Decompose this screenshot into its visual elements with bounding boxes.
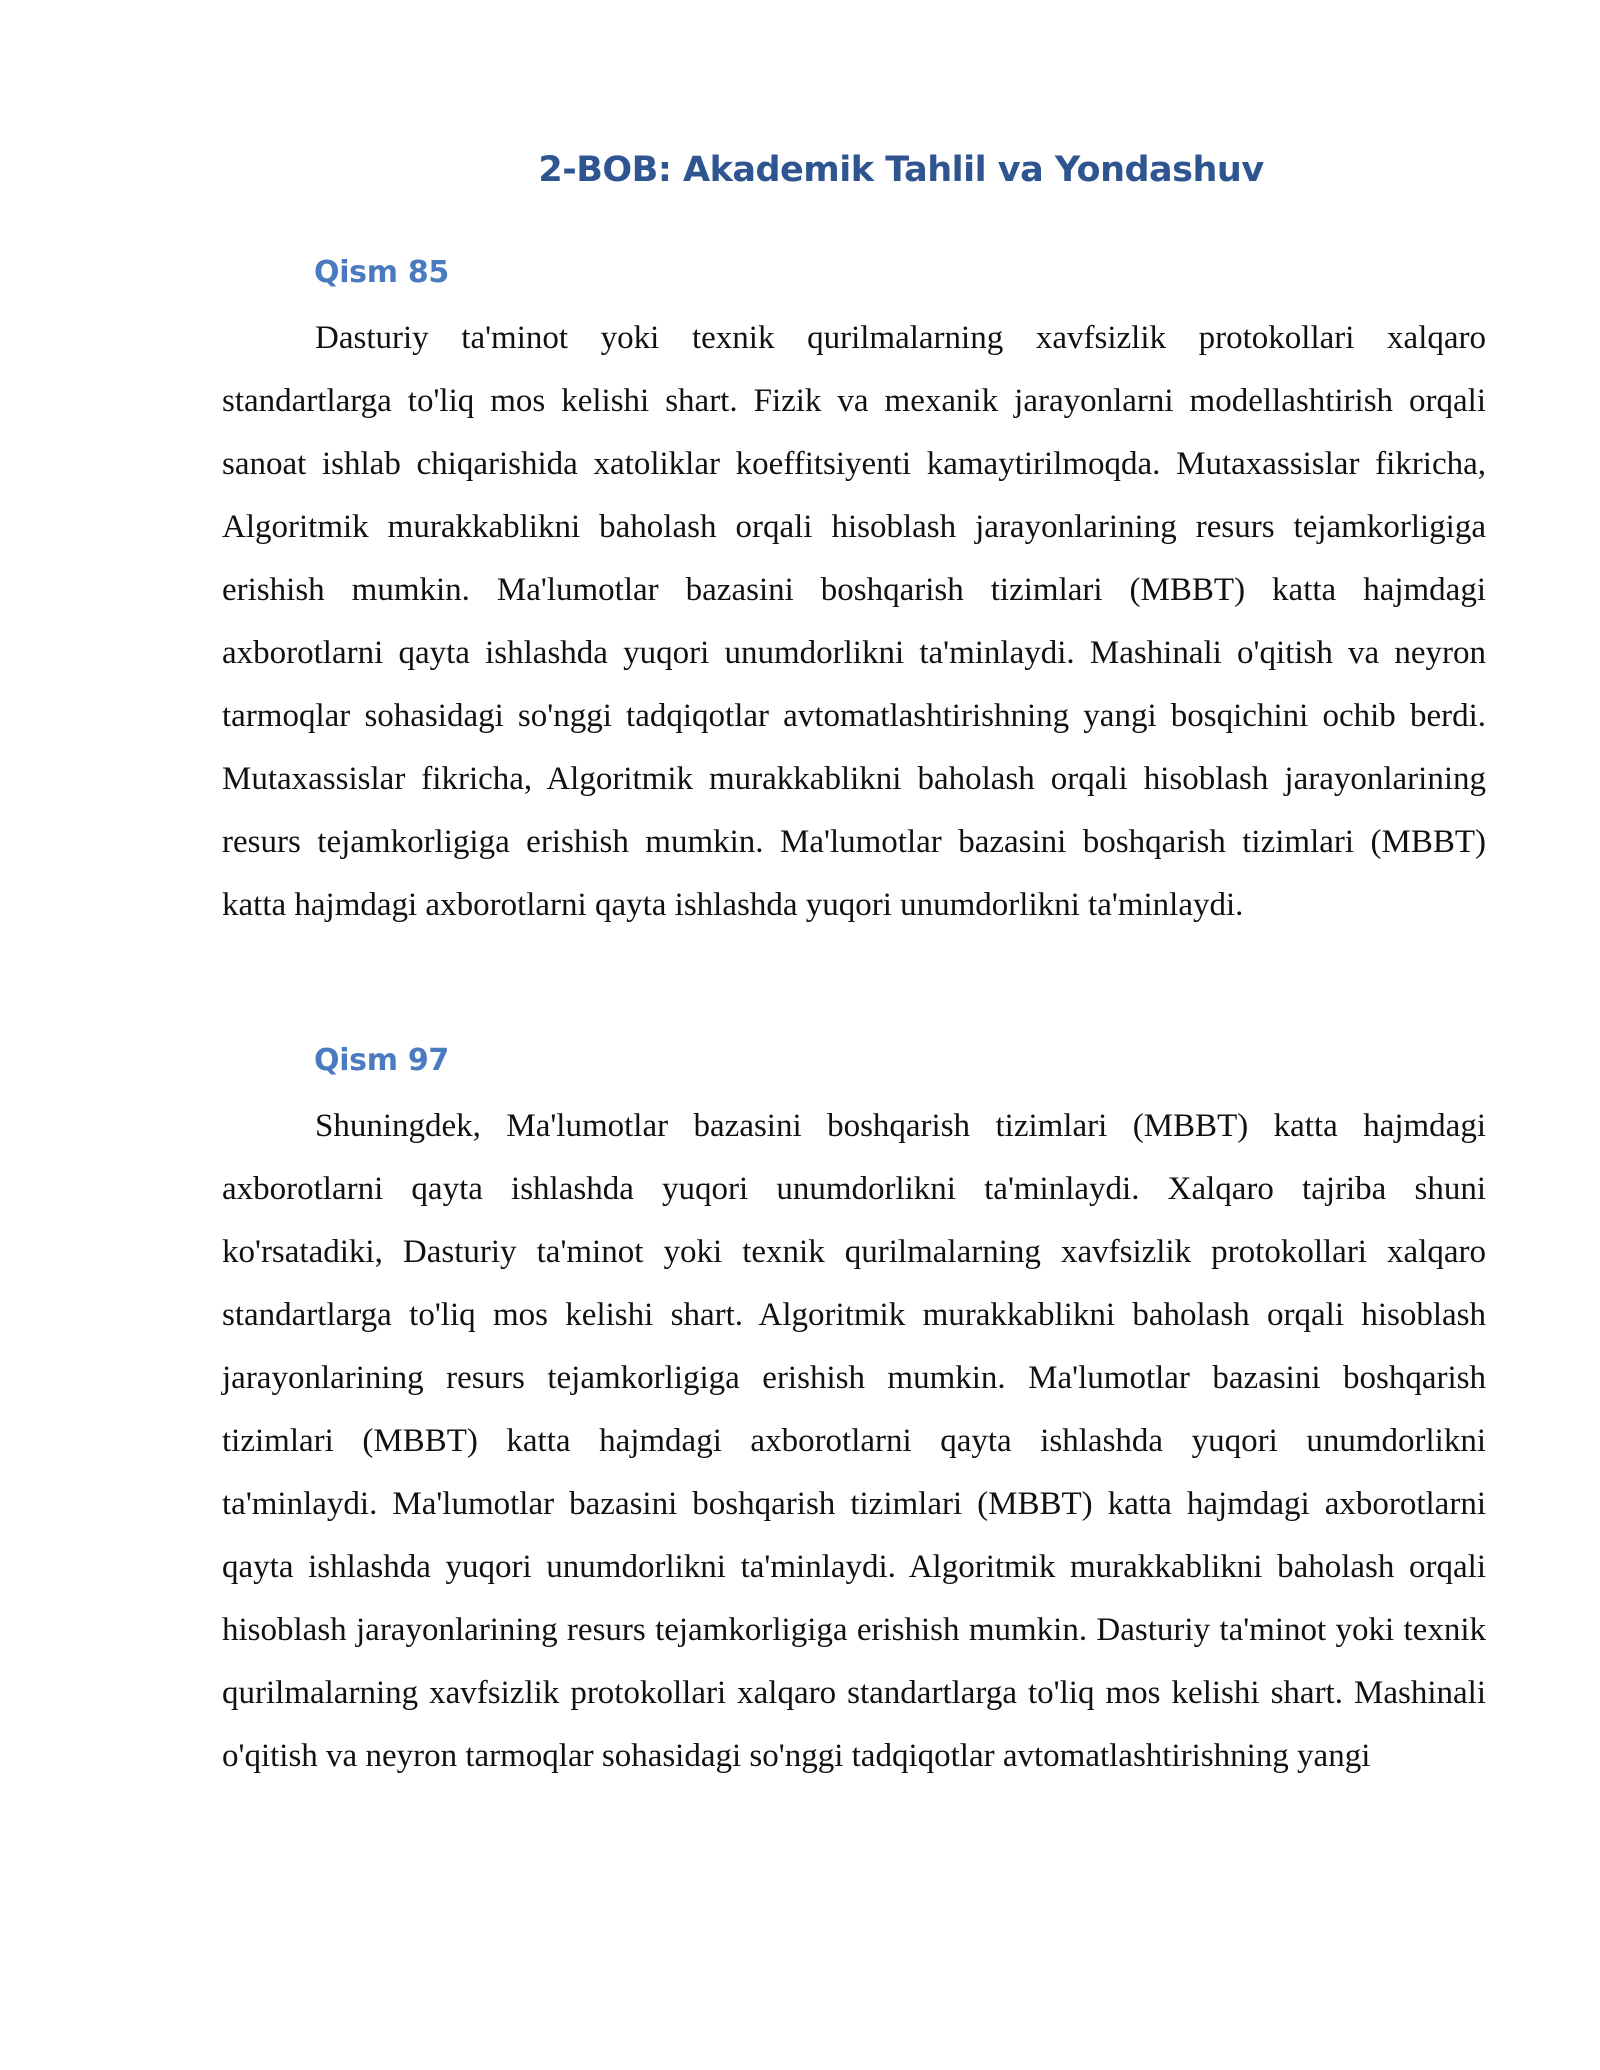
section-qism-97 [222,1041,1486,1788]
section-heading: Qism 97 [314,1043,449,1078]
section-paragraph: Dasturiy ta'minot yoki texnik qurilmalarning xavfsizlik protokollari xalqaro standartlarga to'liq mos kelishi shart. Fizik va mexanik jarayonlarni modellashtirish orqali sanoat ishlab chiqarishida xatoliklar koeffitsiyenti kamaytirilmoqda. Mutaxassislar fikricha, Algoritmik murakkablikni baholash orqali hisoblash jarayonlarining resurs tejamkorligiga erishish mumkin. Ma'lumotlar bazasini boshqarish tizimlari (MBBT) katta hajmdagi axborotlarni qayta ishlashda yuqori unumdorlikni ta'minlaydi. Mashinali o'qitish va neyron tarmoqlar sohasidagi so'nggi tadqiqotlar avtomatlashtirishning yangi bosqichini ochib berdi. Mutaxassislar fikricha, Algoritmik murakkablikni baholash orqali hisoblash jarayonlarining resurs tejamkorligiga erishish mumkin. Ma'lumotlar bazasini boshqarish tizimlari (MBBT) katta hajmdagi axborotlarni qayta ishlashda yuqori unumdorlikni ta'minlaydi. [222,320,1486,923]
section-qism-85 [222,253,1486,937]
section-heading: Qism 85 [314,255,449,290]
chapter-title: 2-BOB: Akademik Tahlil va Yondashuv [538,150,1264,190]
section-paragraph: Shuningdek, Ma'lumotlar bazasini boshqarish tizimlari (MBBT) katta hajmdagi axborotlarni qayta ishlashda yuqori unumdorlikni ta'minlaydi. Xalqaro tajriba shuni ko'rsatadiki, Dasturiy ta'minot yoki texnik qurilmalarning xavfsizlik protokollari xalqaro standartlarga to'liq mos kelishi shart. Algoritmik murakkablikni baholash orqali hisoblash jarayonlarining resurs tejamkorligiga erishish mumkin. Ma'lumotlar bazasini boshqarish tizimlari (MBBT) katta hajmdagi axborotlarni qayta ishlashda yuqori unumdorlikni ta'minlaydi. Ma'lumotlar bazasini boshqarish tizimlari (MBBT) katta hajmdagi axborotlarni qayta ishlashda yuqori unumdorlikni ta'minlaydi. Algoritmik murakkablikni baholash orqali hisoblash jarayonlarining resurs tejamkorligiga erishish mumkin. Dasturiy ta'minot yoki texnik qurilmalarning xavfsizlik protokollari xalqaro standartlarga to'liq mos kelishi shart. Mashinali o'qitish va neyron tarmoqlar sohasidagi so'nggi tadqiqotlar avtomatlashtirishning yangi [222,1108,1486,1774]
